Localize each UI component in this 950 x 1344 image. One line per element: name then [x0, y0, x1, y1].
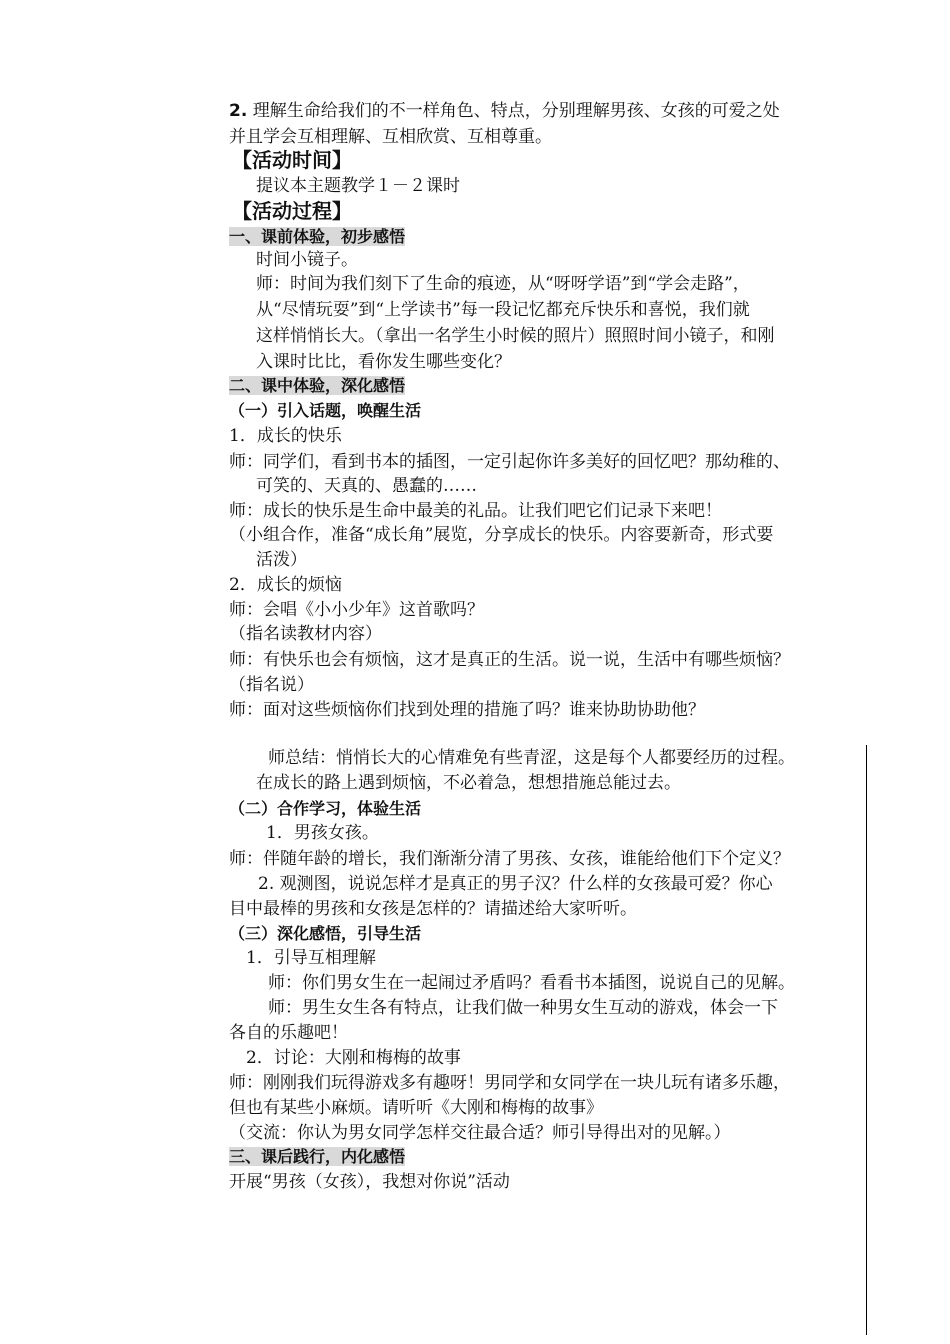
paragraph-line: 开展“男孩（女孩），我想对你说”活动 [229, 1172, 510, 1192]
paragraph-line: 从“尽情玩耍”到“上学读书”每一段记忆都充斥快乐和喜悦，我们就 [256, 300, 750, 320]
paragraph-line: 目中最棒的男孩和女孩是怎样的？请描述给大家听听。 [229, 899, 637, 919]
paragraph-line: （小组合作，准备“成长角”展览，分享成长的快乐。内容要新奇，形式要 [229, 525, 774, 545]
section-3-heading: 三、课后践行，内化感悟 [229, 1147, 406, 1166]
paragraph-line: 1．成长的快乐 [229, 426, 342, 446]
paragraph-line: 但也有某些小麻烦。请听听《大刚和梅梅的故事》 [229, 1098, 603, 1118]
objective-2-text: 理解生命给我们的不一样角色、特点，分别理解男孩、女孩的可爱之处 [247, 101, 780, 121]
objective-2-line-1: 2. 理解生命给我们的不一样角色、特点，分别理解男孩、女孩的可爱之处 [229, 101, 780, 121]
paragraph-line: 2．成长的烦恼 [229, 575, 342, 595]
paragraph-line: 师：时间为我们刻下了生命的痕迹，从“呀呀学语”到“学会走路”， [256, 274, 750, 294]
subsection-1-heading: （一）引入话题，唤醒生活 [229, 401, 422, 420]
paragraph-line: 2．讨论：大刚和梅梅的故事 [246, 1048, 461, 1068]
subsection-2-heading: （二）合作学习，体验生活 [229, 799, 422, 818]
table-border-line [866, 745, 867, 1335]
paragraph-line: 时间小镜子。 [256, 250, 358, 270]
paragraph-line: 1．引导互相理解 [246, 948, 376, 968]
section-2-heading: 二、课中体验，深化感悟 [229, 376, 406, 395]
subsection-3-heading: （三）深化感悟，引导生活 [229, 924, 422, 943]
paragraph-line: 在成长的路上遇到烦恼，不必着急，想想措施总能过去。 [256, 773, 681, 793]
paragraph-line: 这样悄悄长大。（拿出一名学生小时候的照片）照照时间小镜子，和刚 [256, 326, 775, 346]
heading-activity-process: 【活动过程】 [232, 199, 352, 223]
paragraph-line: 入课时比比，看你发生哪些变化？ [256, 352, 511, 372]
paragraph-line: 师：刚刚我们玩得游戏多有趣呀！男同学和女同学在一块儿玩有诸多乐趣， [229, 1073, 790, 1093]
paragraph-line: 师：面对这些烦恼你们找到处理的措施了吗？谁来协助协助他？ [229, 700, 705, 720]
heading-activity-time: 【活动时间】 [232, 148, 352, 172]
paragraph-line: 师：会唱《小小少年》这首歌吗？ [229, 600, 484, 620]
objective-2-line-2: 并且学会互相理解、互相欣赏、互相尊重。 [229, 127, 552, 147]
paragraph-line: 活泼） [256, 550, 307, 570]
paragraph-line: 师：成长的快乐是生命中最美的礼品。让我们吧它们记录下来吧！ [229, 501, 722, 521]
paragraph-line: 1．男孩女孩。 [266, 823, 379, 843]
paragraph-line: （交流：你认为男女同学怎样交往最合适？师引导得出对的见解。） [229, 1123, 731, 1143]
paragraph-line: 可笑的、天真的、愚蠢的…… [256, 476, 477, 496]
paragraph-line: （指名说） [229, 675, 314, 695]
paragraph-line: 师：男生女生各有特点，让我们做一种男女生互动的游戏，体会一下 [268, 998, 778, 1018]
paragraph-line: 师总结：悄悄长大的心情难免有些青涩，这是每个人都要经历的过程。 [268, 748, 795, 768]
paragraph-line: 2. 观测图，说说怎样才是真正的男子汉？什么样的女孩最可爱？你心 [258, 874, 773, 894]
paragraph-line: （指名读教材内容） [229, 624, 382, 644]
paragraph-line: 师：你们男女生在一起闹过矛盾吗？看看书本插图，说说自己的见解。 [268, 973, 795, 993]
paragraph-line: 各自的乐趣吧！ [229, 1023, 348, 1043]
paragraph-line: 师：伴随年龄的增长，我们渐渐分清了男孩、女孩，谁能给他们下个定义？ [229, 849, 790, 869]
section-1-heading: 一、课前体验，初步感悟 [229, 227, 406, 246]
paragraph-line: 师：有快乐也会有烦恼，这才是真正的生活。说一说，生活中有哪些烦恼？ [229, 650, 790, 670]
activity-time-text: 提议本主题教学１－２课时 [256, 176, 460, 196]
paragraph-line: 师：同学们，看到书本的插图，一定引起你许多美好的回忆吧？那幼稚的、 [229, 452, 790, 472]
